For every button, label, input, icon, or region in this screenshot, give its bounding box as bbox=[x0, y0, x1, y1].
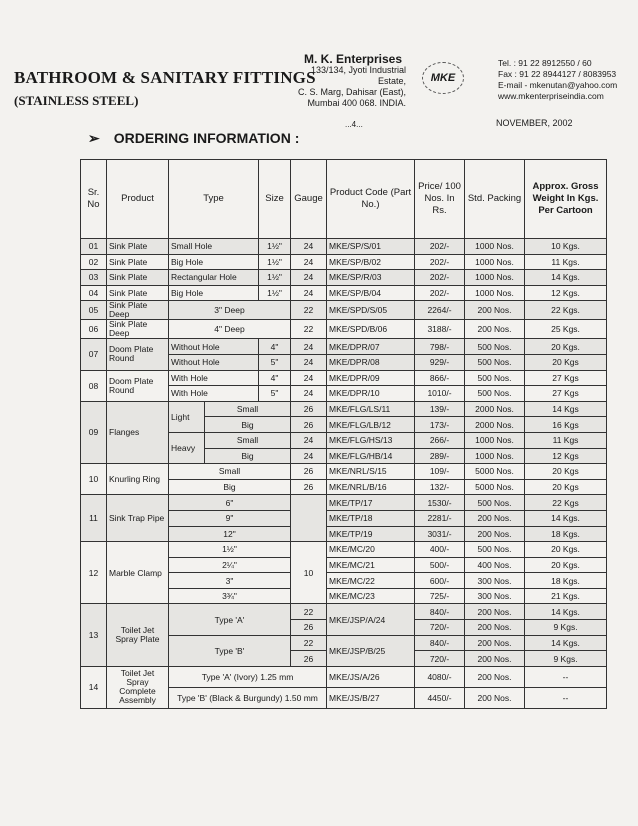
weight-cell: 27 Kgs bbox=[525, 386, 607, 402]
size-cell: 5" bbox=[259, 354, 291, 370]
price-cell: 4080/- bbox=[415, 666, 465, 687]
code-cell: MKE/FLG/HS/13 bbox=[327, 432, 415, 448]
packing-cell: 200 Nos. bbox=[465, 666, 525, 687]
code-cell: MKE/FLG/LS/11 bbox=[327, 401, 415, 417]
table-row bbox=[81, 339, 607, 355]
packing-cell: 500 Nos. bbox=[465, 386, 525, 402]
packing-cell: 500 Nos. bbox=[465, 370, 525, 386]
page-number: ...4... bbox=[345, 120, 363, 129]
weight-cell: -- bbox=[525, 687, 607, 708]
code-cell: MKE/JS/A/26 bbox=[327, 666, 415, 687]
price-cell: 1010/- bbox=[415, 386, 465, 402]
gauge-cell: 24 bbox=[291, 448, 327, 464]
code-cell: MKE/DPR/10 bbox=[327, 386, 415, 402]
type-cell: Big Hole bbox=[169, 254, 259, 270]
sr-cell: 13 bbox=[81, 604, 107, 666]
subtype-cell: Big bbox=[205, 448, 291, 464]
weight-cell: 18 Kgs. bbox=[525, 573, 607, 589]
table-header-row bbox=[81, 160, 607, 239]
packing-cell: 500 Nos. bbox=[465, 495, 525, 511]
arrow-bullet-icon: ➢ bbox=[88, 130, 100, 146]
type-cell: 1½" bbox=[169, 542, 291, 558]
price-cell: 929/- bbox=[415, 354, 465, 370]
table-row bbox=[81, 254, 607, 270]
gauge-cell: 22 bbox=[291, 301, 327, 320]
code-cell: MKE/DPR/08 bbox=[327, 354, 415, 370]
size-cell: 1½" bbox=[259, 270, 291, 286]
price-cell: 720/- bbox=[415, 651, 465, 667]
price-cell: 500/- bbox=[415, 557, 465, 573]
price-cell: 2281/- bbox=[415, 510, 465, 526]
address-line: 133/134, Jyoti Industrial Estate, bbox=[310, 65, 406, 86]
type-cell: Heavy bbox=[169, 432, 205, 463]
product-cell: Doom Plate Round bbox=[107, 339, 169, 370]
col-header-packing: Std. Packing bbox=[465, 160, 525, 239]
type-cell: Big Hole bbox=[169, 285, 259, 301]
code-cell: MKE/SPD/B/06 bbox=[327, 320, 415, 339]
type-cell: 6" bbox=[169, 495, 291, 511]
price-cell: 2264/- bbox=[415, 301, 465, 320]
price-cell: 202/- bbox=[415, 270, 465, 286]
packing-cell: 200 Nos. bbox=[465, 301, 525, 320]
gauge-cell: 10 bbox=[291, 542, 327, 604]
sr-cell: 07 bbox=[81, 339, 107, 370]
sr-cell: 12 bbox=[81, 542, 107, 604]
code-cell: MKE/DPR/09 bbox=[327, 370, 415, 386]
code-cell: MKE/MC/22 bbox=[327, 573, 415, 589]
col-header-sr: Sr. No bbox=[81, 160, 107, 239]
section-heading bbox=[88, 130, 299, 147]
product-cell: Toilet Jet Spray Complete Assembly bbox=[107, 666, 169, 708]
gauge-cell: 26 bbox=[291, 401, 327, 417]
code-cell: MKE/MC/23 bbox=[327, 588, 415, 604]
type-cell: Small bbox=[169, 464, 291, 480]
packing-cell: 2000 Nos. bbox=[465, 401, 525, 417]
table-row bbox=[81, 495, 607, 511]
gauge-cell: 22 bbox=[291, 635, 327, 651]
address-line: Mumbai 400 068. INDIA. bbox=[307, 98, 406, 108]
type-cell: Small Hole bbox=[169, 239, 259, 255]
packing-cell: 300 Nos. bbox=[465, 573, 525, 589]
address-line: C. S. Marg, Dahisar (East), bbox=[297, 87, 406, 97]
gauge-cell: 26 bbox=[291, 417, 327, 433]
product-cell: Toilet Jet Spray Plate bbox=[107, 604, 169, 666]
weight-cell: 20 Kgs bbox=[525, 354, 607, 370]
subtype-cell: Big bbox=[205, 417, 291, 433]
gauge-cell: 24 bbox=[291, 370, 327, 386]
col-header-code: Product Code (Part No.) bbox=[327, 160, 415, 239]
weight-cell: 10 Kgs. bbox=[525, 239, 607, 255]
price-cell: 202/- bbox=[415, 239, 465, 255]
type-cell: Light bbox=[169, 401, 205, 432]
code-cell: MKE/FLG/LB/12 bbox=[327, 417, 415, 433]
code-cell: MKE/TP/18 bbox=[327, 510, 415, 526]
code-cell: MKE/JS/B/27 bbox=[327, 687, 415, 708]
code-cell: MKE/MC/21 bbox=[327, 557, 415, 573]
gauge-cell: 24 bbox=[291, 254, 327, 270]
code-cell: MKE/DPR/07 bbox=[327, 339, 415, 355]
gauge-cell: 26 bbox=[291, 620, 327, 636]
packing-cell: 1000 Nos. bbox=[465, 448, 525, 464]
col-header-weight: Approx. Gross Weight In Kgs. Per Cartoon bbox=[525, 160, 607, 239]
product-cell: Flanges bbox=[107, 401, 169, 463]
gauge-cell: 24 bbox=[291, 239, 327, 255]
weight-cell: 20 Kgs bbox=[525, 464, 607, 480]
price-cell: 289/- bbox=[415, 448, 465, 464]
price-cell: 3188/- bbox=[415, 320, 465, 339]
table-row bbox=[81, 370, 607, 386]
type-cell: 12" bbox=[169, 526, 291, 542]
packing-cell: 200 Nos. bbox=[465, 620, 525, 636]
size-cell: 4" bbox=[259, 339, 291, 355]
price-cell: 840/- bbox=[415, 604, 465, 620]
type-cell: 3¾" bbox=[169, 588, 291, 604]
price-cell: 4450/- bbox=[415, 687, 465, 708]
price-cell: 798/- bbox=[415, 339, 465, 355]
weight-cell: 20 Kgs. bbox=[525, 557, 607, 573]
gauge-cell: 22 bbox=[291, 604, 327, 620]
gauge-cell: 26 bbox=[291, 464, 327, 480]
telephone: Tel. : 91 22 8912550 / 60 bbox=[498, 58, 592, 68]
type-cell: Without Hole bbox=[169, 354, 259, 370]
packing-cell: 1000 Nos. bbox=[465, 239, 525, 255]
code-cell: MKE/SP/S/01 bbox=[327, 239, 415, 255]
sr-cell: 02 bbox=[81, 254, 107, 270]
size-cell: 4" bbox=[259, 370, 291, 386]
table-row bbox=[81, 604, 607, 620]
table-row bbox=[81, 320, 607, 339]
price-cell: 840/- bbox=[415, 635, 465, 651]
price-cell: 866/- bbox=[415, 370, 465, 386]
price-cell: 173/- bbox=[415, 417, 465, 433]
gauge-cell: 24 bbox=[291, 432, 327, 448]
document-date: NOVEMBER, 2002 bbox=[496, 118, 573, 128]
weight-cell: 11 Kgs. bbox=[525, 254, 607, 270]
packing-cell: 200 Nos. bbox=[465, 604, 525, 620]
col-header-type: Type bbox=[169, 160, 259, 239]
product-cell: Sink Trap Pipe bbox=[107, 495, 169, 542]
code-cell: MKE/NRL/S/15 bbox=[327, 464, 415, 480]
sr-cell: 14 bbox=[81, 666, 107, 708]
product-cell: Doom Plate Round bbox=[107, 370, 169, 401]
weight-cell: 22 Kgs bbox=[525, 495, 607, 511]
price-cell: 1530/- bbox=[415, 495, 465, 511]
weight-cell: 9 Kgs. bbox=[525, 651, 607, 667]
code-cell: MKE/SP/B/04 bbox=[327, 285, 415, 301]
product-cell: Sink Plate bbox=[107, 239, 169, 255]
gauge-cell: 24 bbox=[291, 354, 327, 370]
subtype-cell: Small bbox=[205, 432, 291, 448]
product-cell: Sink Plate bbox=[107, 254, 169, 270]
document-title: BATHROOM & SANITARY FITTINGS bbox=[14, 68, 316, 87]
fax: Fax : 91 22 8944127 / 8083953 bbox=[498, 69, 617, 79]
weight-cell: 27 Kgs bbox=[525, 370, 607, 386]
col-header-price: Price/ 100 Nos. In Rs. bbox=[415, 160, 465, 239]
type-cell: With Hole bbox=[169, 370, 259, 386]
table-row bbox=[81, 301, 607, 320]
packing-cell: 500 Nos. bbox=[465, 354, 525, 370]
weight-cell: 25 Kgs. bbox=[525, 320, 607, 339]
type-cell: With Hole bbox=[169, 386, 259, 402]
weight-cell: 20 Kgs. bbox=[525, 339, 607, 355]
sr-cell: 06 bbox=[81, 320, 107, 339]
product-cell: Sink Plate bbox=[107, 285, 169, 301]
price-cell: 202/- bbox=[415, 254, 465, 270]
sr-cell: 08 bbox=[81, 370, 107, 401]
sr-cell: 01 bbox=[81, 239, 107, 255]
type-cell: Type 'B' bbox=[169, 635, 291, 666]
packing-cell: 200 Nos. bbox=[465, 510, 525, 526]
document-header bbox=[14, 68, 316, 109]
company-logo: MKE bbox=[422, 62, 464, 94]
packing-cell: 5000 Nos. bbox=[465, 464, 525, 480]
code-cell: MKE/TP/17 bbox=[327, 495, 415, 511]
company-name: M. K. Enterprises bbox=[303, 52, 403, 66]
price-cell: 3031/- bbox=[415, 526, 465, 542]
code-cell: MKE/JSP/A/24 bbox=[327, 604, 415, 635]
type-cell: Rectangular Hole bbox=[169, 270, 259, 286]
packing-cell: 1000 Nos. bbox=[465, 270, 525, 286]
weight-cell: 11 Kgs bbox=[525, 432, 607, 448]
price-cell: 720/- bbox=[415, 620, 465, 636]
packing-cell: 200 Nos. bbox=[465, 687, 525, 708]
product-cell: Sink Plate Deep bbox=[107, 301, 169, 320]
sr-cell: 11 bbox=[81, 495, 107, 542]
sr-cell: 09 bbox=[81, 401, 107, 463]
website: www.mkenterpriseindia.com bbox=[498, 91, 604, 101]
type-cell: 4" Deep bbox=[169, 320, 291, 339]
weight-cell: 14 Kgs bbox=[525, 401, 607, 417]
gauge-cell: 24 bbox=[291, 285, 327, 301]
weight-cell: 14 Kgs. bbox=[525, 604, 607, 620]
gauge-cell bbox=[291, 495, 327, 542]
type-cell: 9" bbox=[169, 510, 291, 526]
packing-cell: 400 Nos. bbox=[465, 557, 525, 573]
email: E-mail - mkenutan@yahoo.com bbox=[498, 80, 618, 90]
size-cell: 1½" bbox=[259, 285, 291, 301]
price-cell: 725/- bbox=[415, 588, 465, 604]
type-cell: Type 'A' bbox=[169, 604, 291, 635]
weight-cell: 21 Kgs. bbox=[525, 588, 607, 604]
type-cell: 3" bbox=[169, 573, 291, 589]
weight-cell: 18 Kgs. bbox=[525, 526, 607, 542]
code-cell: MKE/SP/B/02 bbox=[327, 254, 415, 270]
packing-cell: 300 Nos. bbox=[465, 588, 525, 604]
table-row bbox=[81, 285, 607, 301]
packing-cell: 500 Nos. bbox=[465, 542, 525, 558]
product-cell: Knurling Ring bbox=[107, 464, 169, 495]
weight-cell: 12 Kgs bbox=[525, 448, 607, 464]
code-cell: MKE/JSP/B/25 bbox=[327, 635, 415, 666]
size-cell: 1½" bbox=[259, 239, 291, 255]
sr-cell: 05 bbox=[81, 301, 107, 320]
packing-cell: 200 Nos. bbox=[465, 651, 525, 667]
weight-cell: 14 Kgs. bbox=[525, 510, 607, 526]
ordering-table bbox=[80, 159, 607, 709]
price-cell: 132/- bbox=[415, 479, 465, 495]
type-cell: Type 'B' (Black & Burgundy) 1.50 mm bbox=[169, 687, 327, 708]
weight-cell: 14 Kgs. bbox=[525, 270, 607, 286]
gauge-cell: 24 bbox=[291, 386, 327, 402]
weight-cell: 14 Kgs. bbox=[525, 635, 607, 651]
sr-cell: 04 bbox=[81, 285, 107, 301]
weight-cell: 20 Kgs bbox=[525, 479, 607, 495]
size-cell: 1½" bbox=[259, 254, 291, 270]
packing-cell: 200 Nos. bbox=[465, 526, 525, 542]
document-subtitle: (STAINLESS STEEL) bbox=[14, 93, 139, 108]
packing-cell: 200 Nos. bbox=[465, 635, 525, 651]
weight-cell: -- bbox=[525, 666, 607, 687]
packing-cell: 200 Nos. bbox=[465, 320, 525, 339]
table-row bbox=[81, 401, 607, 417]
packing-cell: 500 Nos. bbox=[465, 339, 525, 355]
section-title: ORDERING INFORMATION : bbox=[113, 130, 300, 146]
code-cell: MKE/NRL/B/16 bbox=[327, 479, 415, 495]
weight-cell: 16 Kgs bbox=[525, 417, 607, 433]
size-cell: 5" bbox=[259, 386, 291, 402]
code-cell: MKE/SP/R/03 bbox=[327, 270, 415, 286]
col-header-size: Size bbox=[259, 160, 291, 239]
contact-block bbox=[498, 58, 617, 102]
gauge-cell: 26 bbox=[291, 651, 327, 667]
code-cell: MKE/SPD/S/05 bbox=[327, 301, 415, 320]
weight-cell: 12 Kgs. bbox=[525, 285, 607, 301]
product-cell: Sink Plate Deep bbox=[107, 320, 169, 339]
price-cell: 109/- bbox=[415, 464, 465, 480]
type-cell: Big bbox=[169, 479, 291, 495]
price-cell: 266/- bbox=[415, 432, 465, 448]
packing-cell: 2000 Nos. bbox=[465, 417, 525, 433]
packing-cell: 5000 Nos. bbox=[465, 479, 525, 495]
subtype-cell: Small bbox=[205, 401, 291, 417]
weight-cell: 20 Kgs. bbox=[525, 542, 607, 558]
table-row bbox=[81, 464, 607, 480]
table-row bbox=[81, 542, 607, 558]
table-row bbox=[81, 239, 607, 255]
type-cell: Without Hole bbox=[169, 339, 259, 355]
gauge-cell: 24 bbox=[291, 270, 327, 286]
table-row bbox=[81, 270, 607, 286]
ordering-table-wrapper bbox=[80, 159, 606, 709]
sr-cell: 10 bbox=[81, 464, 107, 495]
price-cell: 600/- bbox=[415, 573, 465, 589]
product-cell: Sink Plate bbox=[107, 270, 169, 286]
gauge-cell: 26 bbox=[291, 479, 327, 495]
col-header-product: Product bbox=[107, 160, 169, 239]
table-row bbox=[81, 666, 607, 687]
col-header-gauge: Gauge bbox=[291, 160, 327, 239]
weight-cell: 9 Kgs. bbox=[525, 620, 607, 636]
code-cell: MKE/MC/20 bbox=[327, 542, 415, 558]
code-cell: MKE/FLG/HB/14 bbox=[327, 448, 415, 464]
price-cell: 400/- bbox=[415, 542, 465, 558]
type-cell: 3" Deep bbox=[169, 301, 291, 320]
packing-cell: 1000 Nos. bbox=[465, 285, 525, 301]
type-cell: Type 'A' (Ivory) 1.25 mm bbox=[169, 666, 327, 687]
price-cell: 202/- bbox=[415, 285, 465, 301]
packing-cell: 1000 Nos. bbox=[465, 432, 525, 448]
packing-cell: 1000 Nos. bbox=[465, 254, 525, 270]
gauge-cell: 24 bbox=[291, 339, 327, 355]
gauge-cell: 22 bbox=[291, 320, 327, 339]
sr-cell: 03 bbox=[81, 270, 107, 286]
price-cell: 139/- bbox=[415, 401, 465, 417]
company-address-block bbox=[286, 54, 406, 109]
product-cell: Marble Clamp bbox=[107, 542, 169, 604]
type-cell: 2¼" bbox=[169, 557, 291, 573]
weight-cell: 22 Kgs. bbox=[525, 301, 607, 320]
code-cell: MKE/TP/19 bbox=[327, 526, 415, 542]
